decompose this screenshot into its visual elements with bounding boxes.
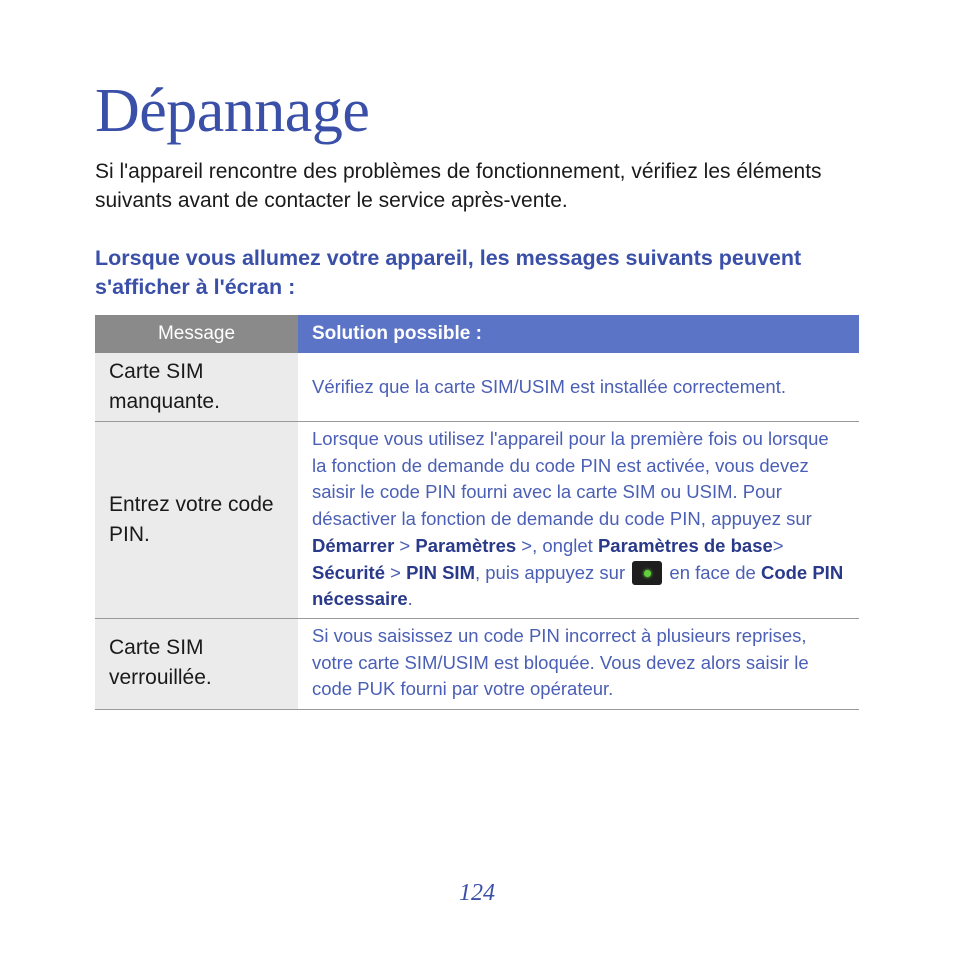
menu-path-pin-required: Code PIN nécessaire: [312, 561, 844, 610]
solution-cell: [298, 353, 859, 421]
table-header: [95, 315, 859, 353]
solution-text-part: >: [772, 534, 784, 556]
solution-text-part: , puis appuyez sur: [474, 561, 631, 583]
solution-cell: [298, 619, 859, 709]
menu-path-start: Démarrer: [312, 534, 395, 556]
solution-text-part: en face de: [664, 561, 761, 583]
message-text: Carte SIM manquante.: [109, 360, 220, 413]
solution-text-part: >: [394, 534, 416, 556]
solution-cell: [298, 422, 859, 618]
troubleshooting-table: [95, 315, 859, 710]
table-row: [95, 619, 859, 710]
solution-text-part: .: [407, 588, 413, 610]
header-solution: Solution possible :: [298, 315, 859, 353]
table-row: [95, 422, 859, 619]
message-text: Carte SIM verrouillée.: [109, 636, 212, 689]
message-text: Entrez votre code PIN.: [109, 493, 274, 546]
solution-text: [312, 426, 845, 613]
page-title: Dépannage: [95, 77, 370, 145]
solution-text-part: >: [385, 561, 407, 583]
intro-paragraph: Si l'appareil rencontre des problèmes de fonctionnement, vérifiez les éléments suivants avant de contacter le service après-vente.: [95, 160, 822, 212]
menu-path-basic-settings: Paramètres de base: [597, 534, 773, 556]
menu-path-settings: Paramètres: [415, 534, 517, 556]
solution-text-part: >, onglet: [516, 534, 598, 556]
message-cell: [95, 422, 298, 618]
toggle-switch-icon: [632, 561, 662, 585]
menu-path-security: Sécurité: [312, 561, 386, 583]
page-number: 124: [459, 880, 495, 906]
solution-text: Si vous saisissez un code PIN incorrect à plusieurs reprises, votre carte SIM/USIM est bloquée. Vous devez alors saisir le code PUK fourni par votre opérateur.: [312, 625, 809, 700]
message-cell: [95, 353, 298, 421]
section-heading: Lorsque vous allumez votre appareil, les messages suivants peuvent s'afficher à l'écran :: [95, 246, 802, 299]
solution-text-part: Lorsque vous utilisez l'appareil pour la première fois ou lorsque la fonction de demande du code PIN est activée, vous devez saisir le code PIN fourni avec la carte SIM ou USIM. Pour désactiver la fonction de demande du code PIN, appuyez sur: [312, 428, 829, 530]
table-row: [95, 353, 859, 422]
solution-text: Vérifiez que la carte SIM/USIM est installée correctement.: [312, 375, 786, 397]
header-message: Message: [95, 315, 298, 353]
menu-path-pin-sim: PIN SIM: [406, 561, 475, 583]
message-cell: [95, 619, 298, 709]
